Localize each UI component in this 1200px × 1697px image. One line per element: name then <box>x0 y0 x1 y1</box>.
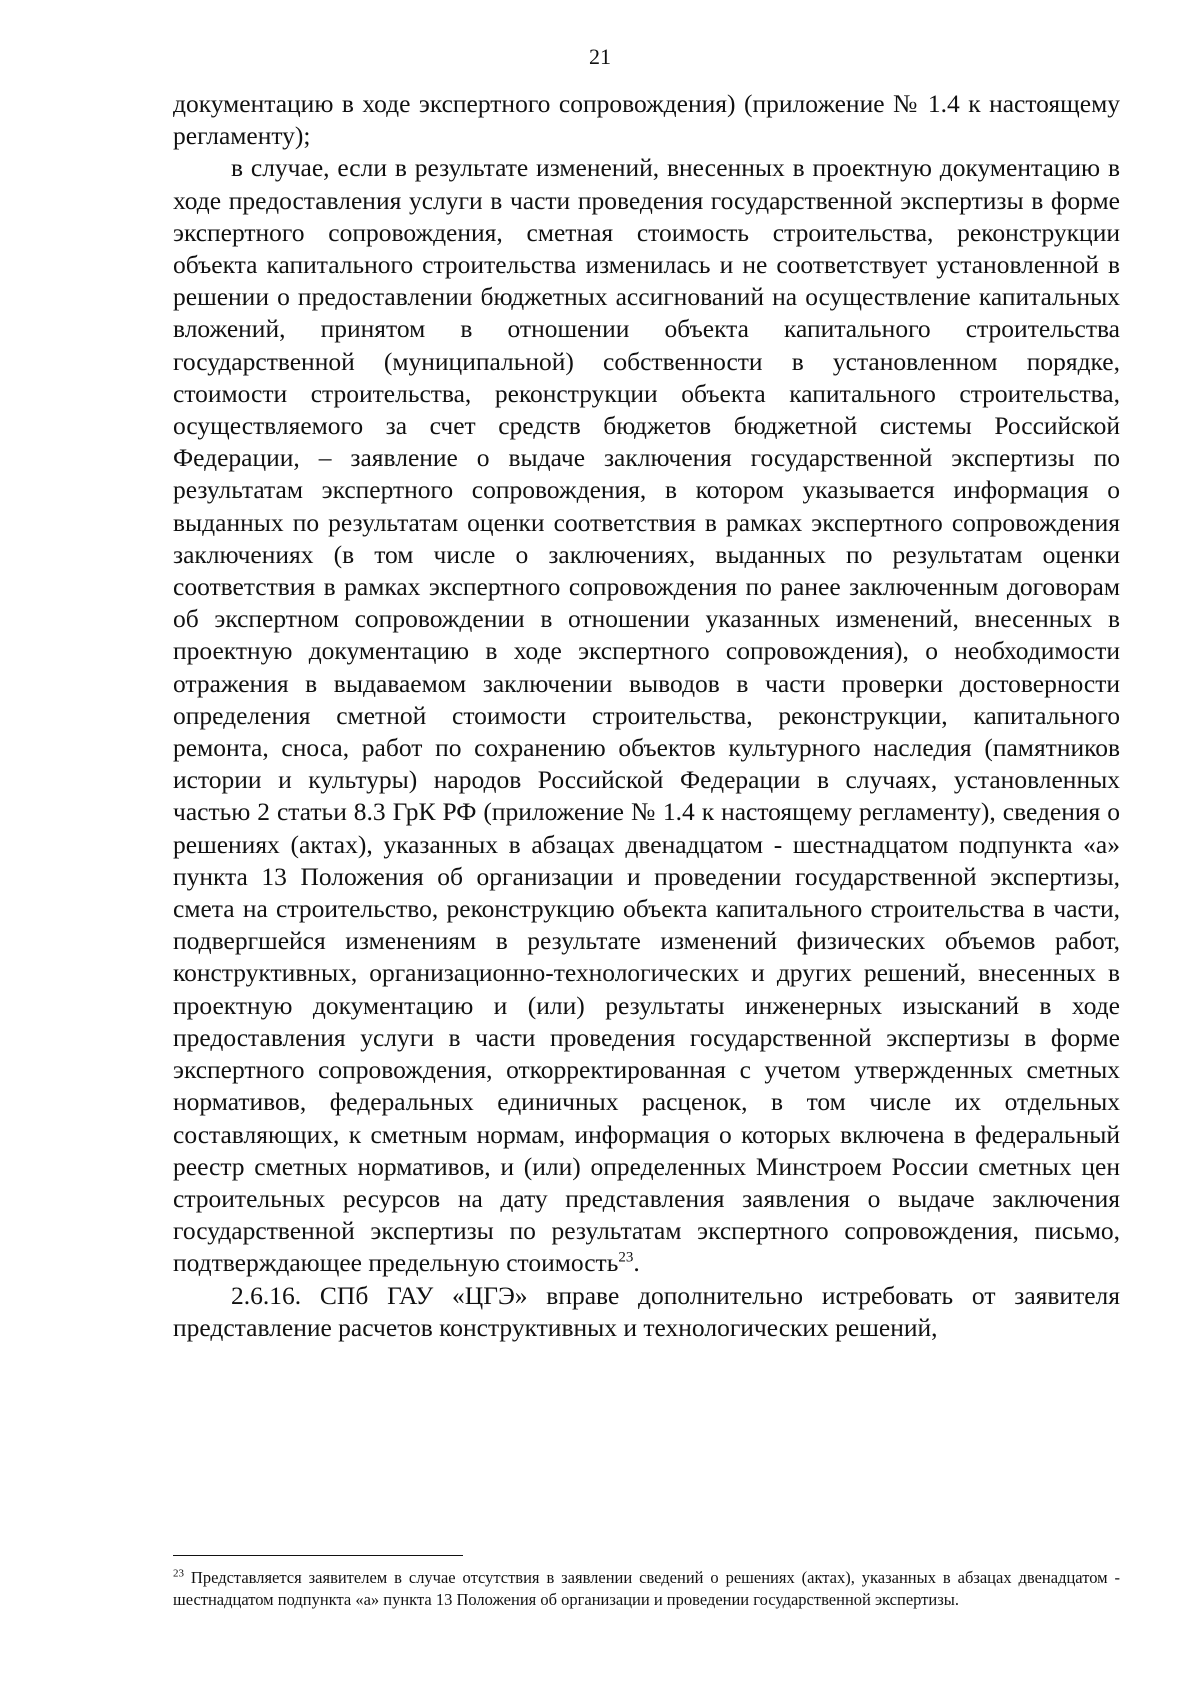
footnote-reference: 23 <box>618 1249 634 1266</box>
paragraph-end-punctuation: . <box>633 1248 640 1278</box>
paragraph-2-6-16: 2.6.16. СПб ГАУ «ЦГЭ» вправе дополнительно истребовать от заявителя представление расчетов конструктивных и технологических решений, <box>173 1280 1120 1342</box>
document-body <box>173 88 1120 1344</box>
paragraph-estimate-change-text: в случае, если в результате изменений, внесенных в проектную документацию в ходе предоставления услуги в части проведения государственной экспертизы в форме экспертного сопровождения, сметная стоимость строительства, реконструкции объекта капитального строительства изменилась и не соответствует установленной в решении о предоставлении бюджетных ассигнований на осуществление капитальных вложений, принятом в отношении объекта капитального строительства государственной (муниципальной) собственности в установленном порядке, стоимости строительства, реконструкции объекта капитального строительства, осуществляемого за счет средств бюджетов бюджетной системы Российской Федерации, – заявление о выдаче заключения государственной экспертизы по результатам экспертного сопровождения, в котором указывается информация о выданных по результатам оценки соответствия в рамках экспертного сопровождения заключениях (в том числе о заключениях, выданных по результатам оценки соответствия в рамках экспертного сопровождения по ранее заключенным договорам об экспертном сопровождении в отношении указанных изменений, внесенных в проектную документацию в ходе экспертного сопровождения), о необходимости отражения в выдаваемом заключении выводов в части проверки достоверности определения сметной стоимости строительства, реконструкции, капитального ремонта, сноса, работ по сохранению объектов культурного наследия (памятников истории и культуры) народов Российской Федерации в случаях, установленных частью 2 статьи 8.3 ГрК РФ (приложение № 1.4 к настоящему регламенту), сведения о решениях (актах), указанных в абзацах двенадцатом - шестнадцатом подпункта «а» пункта 13 Положения об организации и проведении государственной экспертизы, смета на строительство, реконструкцию объекта капитального строительства в части, подвергшейся изменениям в результате изменений физических объемов работ, конструктивных, организационно-технологических и других решений, внесенных в проектную документацию и (или) результаты инженерных изысканий в ходе предоставления услуги в части проведения государственной экспертизы в форме экспертного сопровождения, откорректированная с учетом утвержденных сметных нормативов, федеральных единичных расценок, в том числе их отдельных составляющих, к сметным нормам, информация о которых включена в федеральный реестр сметных нормативов, и (или) определенных Минстроем России сметных цен строительных ресурсов на дату представления заявления о выдаче заключения государственной экспертизы по результатам экспертного сопровождения, письмо, подтверждающее предельную стоимость <box>173 153 1120 1278</box>
footnote-marker: 23 <box>173 1567 184 1580</box>
footnote-text: Представляется заявителем в случае отсутствия в заявлении сведений о решениях (актах), указанных в абзацах двенадцатом - шестнадцатом подпункта «а» пункта 13 Положения об организации и проведении государственной экспертизы. <box>173 1568 1120 1609</box>
page-number: 21 <box>589 44 611 69</box>
paragraph-estimate-change <box>173 152 1120 1279</box>
footnote-separator <box>173 1555 463 1556</box>
paragraph-continuation: документацию в ходе экспертного сопровождения) (приложение № 1.4 к настоящему регламенту); <box>173 89 1120 151</box>
footnote <box>173 1567 1120 1610</box>
